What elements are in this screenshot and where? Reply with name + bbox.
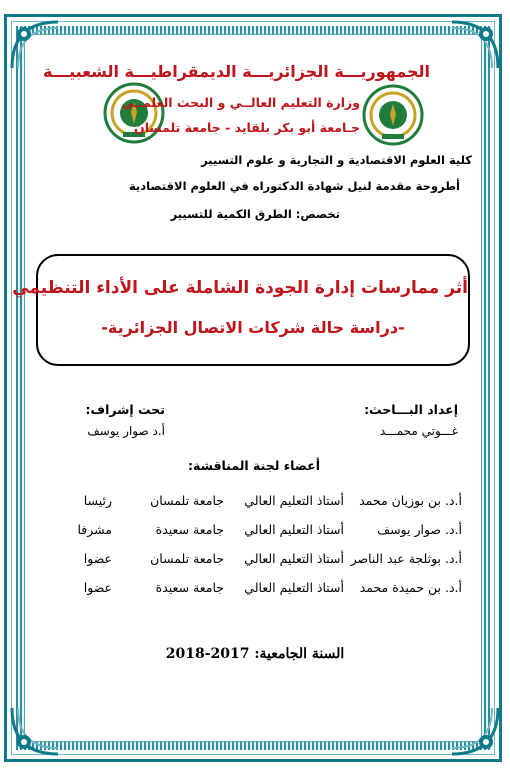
committee-label: أعضاء لجنة المناقشة: <box>188 458 320 473</box>
member-role: عضوا <box>83 580 112 595</box>
thesis-subtitle: -دراسة حالة شركات الاتصال الجزائرية- <box>101 318 405 337</box>
academic-year: السنة الجامعية: 2017-2018 <box>165 646 345 662</box>
member-role: مشرفا <box>77 522 112 537</box>
member-name: أ.د. صوار يوسف <box>377 522 462 537</box>
committee-row <box>52 522 462 542</box>
member-rank: أستاذ التعليم العالي <box>244 522 344 537</box>
member-rank: أستاذ التعليم العالي <box>244 493 344 508</box>
committee-row <box>52 580 462 600</box>
committee-row <box>52 493 462 513</box>
specialty: تخصص: الطرق الكمية للتسيير <box>170 207 340 221</box>
thesis-description: أطروحة مقدمة لنيل شهادة الدكتوراه في العلوم الاقتصادية <box>128 179 460 193</box>
member-rank: أستاذ التعليم العالي <box>244 551 344 566</box>
ministry-name: وزارة التعليم العالــي و البحث العلمــي <box>121 95 360 110</box>
university-emblem-icon <box>362 84 424 146</box>
member-role: رئيسا <box>83 493 112 508</box>
prepared-by-label: إعداد البـــاحث: <box>364 402 458 417</box>
prepared-by-name: غـــوتي محمـــد <box>379 424 458 438</box>
thesis-title-box <box>12 254 470 366</box>
member-university: جامعة تلمسان <box>150 493 224 508</box>
member-rank: أستاذ التعليم العالي <box>244 580 344 595</box>
floral-corner-icon <box>448 18 502 72</box>
floral-corner-icon <box>448 704 502 758</box>
committee-row <box>52 551 462 571</box>
member-university: جامعة سعيدة <box>155 522 224 537</box>
member-name: أ.د. بوثلجة عبد الناصر <box>350 551 462 566</box>
republic-title: الجمهوريـــة الجزائريـــة الديمقراطيـــة الشعبيـــة <box>42 62 430 81</box>
member-university: جامعة سعيدة <box>155 580 224 595</box>
member-name: أ.د. بن بوزيان محمد <box>359 493 462 508</box>
member-university: جامعة تلمسان <box>150 551 224 566</box>
thesis-title: أثر ممارسات إدارة الجودة الشاملة على الأداء التنظيمي <box>12 278 468 298</box>
floral-corner-icon <box>8 704 62 758</box>
faculty-name: كلية العلوم الاقتصادية و التجارية و علوم التسيير <box>201 153 472 167</box>
supervisor-name: أ.د صوار يوسف <box>87 424 165 438</box>
member-name: أ.د. بن حميدة محمد <box>359 580 462 595</box>
university-name: جـامعة أبو بكر بلقايد - جامعة تلمسان <box>134 120 360 135</box>
supervisor-label: تحت إشراف: <box>85 402 165 417</box>
member-role: عضوا <box>83 551 112 566</box>
